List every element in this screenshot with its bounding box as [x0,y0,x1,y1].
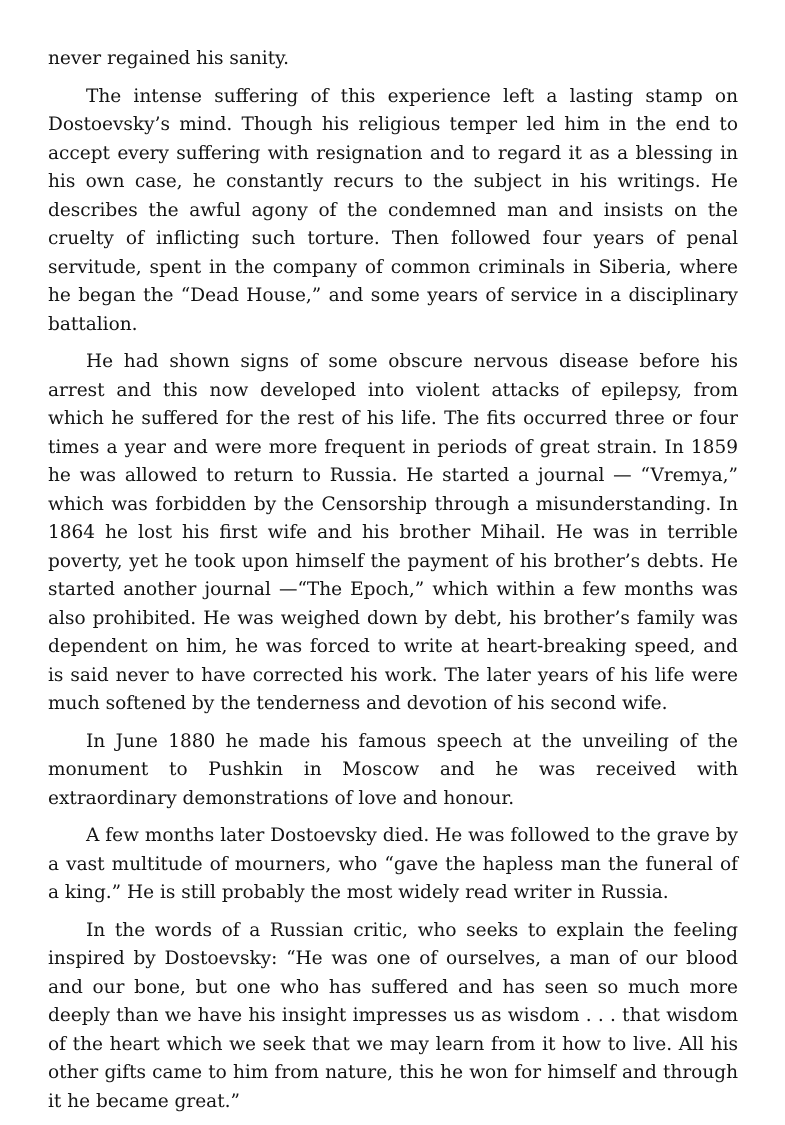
paragraph-continued: never regained his sanity. [48,48,290,69]
paragraph: The intense suffering of this experience left a lasting stamp on Dostoevsky’s mind. Though his religious temper led him in the end to accept every suffering with resignation and to regard it as a blessing in his own case, he constantly recurs to the subject in his writings. He describes the awful agony of the condemned man and insists on the cruelty of inflicting such torture. Then followed four years of penal servitude, spent in the company of common criminals in Siberia, where he began the “Dead House,” and some years of service in a disciplinary battalion. [48,85,738,335]
paragraph: In June 1880 he made his famous speech at the unveiling of the monument to Pushkin in Moscow and he was received with extraordinary demonstrations of love and honour. [48,730,738,809]
document-page [48,45,738,1125]
paragraph: He had shown signs of some obscure nervous disease before his arrest and this now developed into violent attacks of epilepsy, from which he suffered for the rest of his life. The fits occurred three or four times a year and were more frequent in periods of great strain. In 1859 he was allowed to return to Russia. He started a journal — “Vremya,” which was forbidden by the Censorship through a misunderstanding. In 1864 he lost his first wife and his brother Mihail. He was in terrible poverty, yet he took upon himself the payment of his brother’s debts. He started another journal —“The Epoch,” which within a few months was also prohibited. He was weighed down by debt, his brother’s family was dependent on him, he was forced to write at heart-breaking speed, and is said never to have corrected his work. The later years of his life were much softened by the tenderness and devotion of his second wife. [48,351,738,714]
paragraph: In the words of a Russian critic, who seeks to explain the feeling inspired by Dostoevsky: “He was one of ourselves, a man of our blood and our bone, but one who has suffered and has seen so much more deeply than we have his insight impresses us as wisdom . . . that wisdom of the heart which we seek that we may learn from it how to live. All his other gifts came to him from nature, this he won for himself and through it he became great.” [48,919,738,1112]
paragraph: A few months later Dostoevsky died. He was followed to the grave by a vast multitude of mourners, who “gave the hapless man the funeral of a king.” He is still probably the most widely read writer in Russia. [48,825,738,903]
